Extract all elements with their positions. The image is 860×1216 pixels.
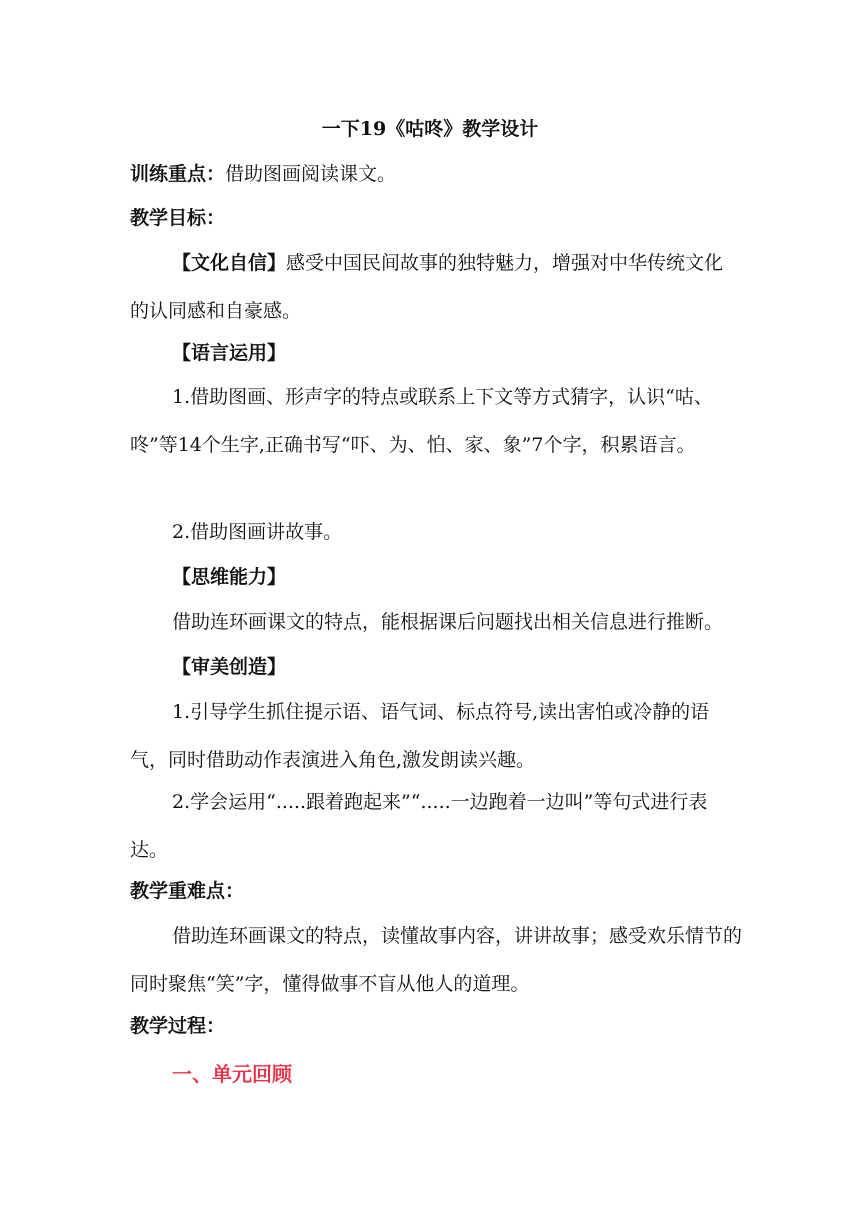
culture-label: 【文化自信】: [172, 252, 287, 274]
language-item-2: 2.借助图画讲故事。: [172, 521, 343, 543]
section-unit-review: 一、单元回顾: [172, 1062, 292, 1086]
teaching-goals-heading: 教学目标：: [130, 207, 226, 229]
document-title: 一下19《咕咚》教学设计: [321, 118, 539, 140]
process-heading: 教学过程：: [130, 1015, 226, 1037]
training-focus: [130, 150, 740, 198]
thinking-heading: 【思维能力】: [172, 566, 287, 588]
culture-text: 感受中国民间故事的独特魅力，增强对中华传统文化的认同感和自豪感。: [130, 252, 724, 322]
aesthetic-heading: 【审美创造】: [172, 656, 287, 678]
training-focus-label: 训练重点：: [130, 163, 226, 185]
culture-paragraph: [130, 239, 742, 335]
language-heading: 【语言运用】: [172, 342, 287, 364]
aesthetic-item-1: 1.引导学生抓住提示语、语气词、标点符号,读出害怕或冷静的语气，同时借助动作表演进入角色,激发朗读兴趣。: [130, 701, 710, 771]
difficulty-text: 借助连环画课文的特点，读懂故事内容，讲讲故事；感受欢乐情节的同时聚焦“笑”字，懂得做事不盲从他人的道理。: [130, 925, 743, 995]
difficulty-heading: 教学重难点：: [130, 880, 245, 902]
language-item-1: 1.借助图画、形声字的特点或联系上下文等方式猜字，认识“咕、咚”等14个生字,正确书写“吓、为、怕、家、象”7个字，积累语言。: [130, 386, 713, 456]
aesthetic-item-2: 2.学会运用“.....跟着跑起来”“.....一边跑着一边叫”等句式进行表达。: [130, 791, 708, 861]
training-focus-text: 借助图画阅读课文。: [225, 163, 397, 185]
thinking-text: 借助连环画课文的特点，能根据课后问题找出相关信息进行推断。: [172, 611, 724, 633]
